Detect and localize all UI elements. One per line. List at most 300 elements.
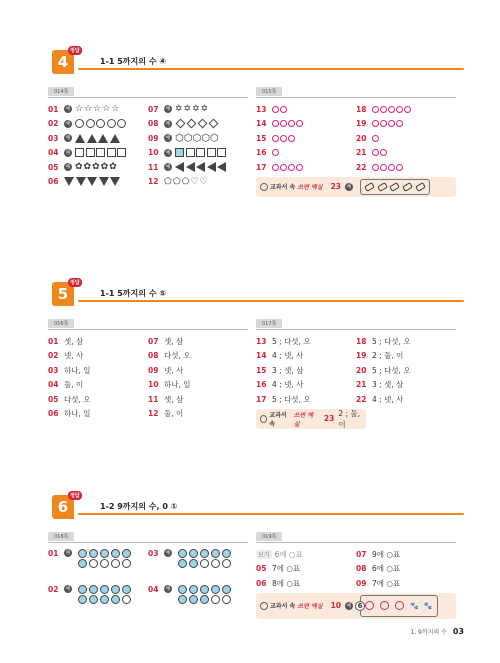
textbook-brand: 쓰면 엑실 [297,184,323,191]
answer-circle [372,106,379,113]
item-number: 02 [48,585,59,594]
section-title: 1-1 5까지의 수 ⑤ [100,289,167,298]
page-number: 03 [452,627,464,636]
circle-shape [117,119,126,128]
triangle-down-shape [64,177,74,186]
item-number: 02 [48,351,59,361]
diamond-shape [176,119,186,129]
square-shape [196,148,205,157]
answer-row [256,160,356,175]
item-number: 07 [148,336,159,346]
circle-filled [200,585,209,594]
item-number: 18 [356,104,367,114]
square-shape [75,148,84,157]
answer-row [148,160,248,175]
circle-empty [211,595,220,604]
answer-row [356,117,456,132]
example-mark: 예 [65,586,71,592]
page-tab: 019쪽 [256,532,282,541]
circle-filled [89,585,98,594]
item-number: 22 [356,162,367,172]
circle-empty [211,559,220,568]
item-number: 08 [148,351,159,361]
answer-row [48,407,148,422]
answer-circle [272,106,279,113]
answer-circle [272,120,279,127]
circle-shape [96,119,105,128]
diamond-shape [198,119,208,129]
answer-circle [272,149,279,156]
square-shape [217,148,226,157]
item-number: 13 [256,336,267,346]
example-mark: 예 [165,149,171,156]
answer-circle [372,120,379,127]
triangle-shape [110,134,120,143]
item-number: 20 [356,365,367,375]
example-mark: 예 [165,550,171,556]
triangle-shape [75,134,85,143]
answer-circle [396,106,403,113]
item-number: 10 [148,148,159,158]
item-number: 11 [148,162,159,172]
square-shape [107,148,116,157]
textbook-label: 교과서 속 [269,411,287,428]
answer-circle [380,120,387,127]
answer-row [356,547,456,562]
answer-row [48,334,148,349]
item-number: 05 [48,162,59,172]
item-number: 03 [148,549,159,558]
item-number: 04 [148,585,159,594]
diamond-shape [187,119,197,129]
item-number: 21 [356,380,367,390]
answer-circle [372,135,379,142]
square-shape [96,148,105,157]
answer-circle [272,164,279,171]
item-number: 16 [256,380,267,390]
answer-circle [380,601,389,610]
section-6 [48,493,464,610]
square-shape [207,148,216,157]
animal-icon: 🐾 [410,601,419,610]
textbook-brand: 쓰면 엑실 [297,603,323,610]
example-mark: 예 [65,164,71,171]
answer-row [48,549,148,581]
circle-filled [189,559,198,568]
answer-row [48,117,148,132]
circle-grid [78,585,132,604]
answer-row [356,392,456,407]
answer-text: 하나, 일 [164,380,191,390]
answer-text: 9에 ○표 [372,549,401,559]
circle-shape [86,119,95,128]
textbook-box [256,593,456,619]
answer-row [48,146,148,161]
circle-empty [200,559,209,568]
answer-text: 하나, 일 [64,409,91,419]
star-shapes: ☆☆☆☆☆ [75,104,121,115]
triangle-down-shape [76,177,86,186]
answer-text: 7에 ○표 [372,578,401,588]
header-rule [78,68,464,70]
item-number: 10 [330,601,341,610]
answer-row [148,102,248,117]
answer-row [148,349,248,364]
triangle-left-shape [175,162,184,172]
right-panel [256,310,456,429]
circle-filled [111,549,120,558]
example-mark: 예 [165,120,171,127]
circle-filled [211,549,220,558]
item-number: 16 [256,148,267,158]
answer-text: 2 ; 둘, 이 [338,408,361,429]
answer-circle [296,164,303,171]
answer-circle [380,106,387,113]
circle-filled [89,549,98,558]
answer-text: 둘, 이 [64,380,84,390]
item-number: 08 [356,564,367,574]
answer-row [48,392,148,407]
answer-row [256,363,356,378]
answer-row [256,334,356,349]
textbook-brand: 쓰면 엑실 [293,411,314,428]
circle-empty [89,559,98,568]
answer-badge: 정답 [70,48,80,54]
answer-row [148,146,248,161]
item-number: 02 [48,119,59,129]
item-number: 19 [356,351,367,361]
triangle-left-shape [207,162,216,172]
circle-filled [189,595,198,604]
circle-filled [78,585,87,594]
circle-filled [222,549,231,558]
answer-row [256,562,356,577]
answer-text: 8에 ○표 [272,578,301,588]
answer-circle [380,164,387,171]
circle-grid [178,549,232,568]
textbook-box [256,409,366,429]
circle-empty [122,595,131,604]
item-number: 14 [256,351,267,361]
circle-grid [78,549,132,568]
answer-text: 2 ; 둘, 이 [372,351,404,361]
answer-row [148,363,248,378]
example-mark: 예 [65,106,71,113]
answer-row [356,131,456,146]
answer-text: 셋, 삼 [164,394,184,404]
answer-row [256,117,356,132]
item-number: 17 [256,162,267,172]
page-tab: 014쪽 [48,87,74,96]
triangle-shape [98,134,108,143]
item-number: 01 [48,104,59,114]
answer-row [48,175,148,190]
circle-filled [78,595,87,604]
circle-filled [189,549,198,558]
answer-row [256,349,356,364]
answer-circle [388,106,395,113]
circle-filled [100,585,109,594]
item-number: 06 [256,578,267,588]
circle-filled [78,549,87,558]
section-header [48,282,464,306]
answer-circle [288,164,295,171]
circle-filled [211,585,220,594]
answer-circle [296,120,303,127]
item-number: 21 [356,148,367,158]
example-mark: 예 [346,183,352,190]
answer-circle [380,149,387,156]
answer-circle [396,164,403,171]
triangle-down-shape [99,177,109,186]
answer-circle [272,135,279,142]
section-header [48,50,464,74]
triangle-shape [87,134,97,143]
square-shape [186,148,195,157]
example-mark: 예 [65,550,71,556]
item-number: 05 [256,564,267,574]
answer-text: 넷, 사 [164,365,184,375]
answer-row [356,102,456,117]
item-number: 13 [256,104,267,114]
circle-filled [111,585,120,594]
item-number: 17 [256,394,267,404]
page-footer [410,627,464,636]
answer-row [356,562,456,577]
circle-filled [178,595,187,604]
answer-row [356,334,456,349]
item-number: 03 [48,365,59,375]
item-number: 12 [148,409,159,419]
answer-row [148,131,248,146]
right-panel [256,523,456,619]
circle-filled [89,595,98,604]
section-4 [48,48,464,191]
answer-circle [280,106,287,113]
circle-filled [111,595,120,604]
answer-text: 3 ; 셋, 삼 [372,380,404,390]
answer-text: 셋, 삼 [64,336,84,346]
count-label: 6 [355,601,365,611]
answer-row [256,576,356,591]
item-number: 20 [356,133,367,143]
item-number: 23 [330,182,341,191]
answer-text: 하나, 일 [64,365,91,375]
item-number: 08 [148,119,159,129]
section-title: 1-1 5까지의 수 ④ [100,57,167,66]
answer-text: 6에 ○표 [372,564,401,574]
example-mark: 예 [165,106,171,113]
triangle-left-shape [196,162,205,172]
answer-row [148,175,248,190]
item-number: 09 [148,133,159,143]
item-number: 22 [356,394,367,404]
candy-icon [415,182,426,192]
item-number: 09 [356,578,367,588]
answer-text: 다섯, 오 [64,394,91,404]
gear-icon [260,415,267,423]
example-mark: 예 [65,149,71,156]
answer-circle [280,164,287,171]
left-panel [48,523,248,617]
candy-icon [364,182,375,192]
answer-badge: 정답 [70,493,80,499]
square-filled-shape [175,148,184,157]
candy-answer-box [360,179,430,195]
answer-text: 5 ; 다섯, 오 [272,394,311,404]
item-number: 19 [356,119,367,129]
answer-circle [365,601,374,610]
answer-text: 4 ; 넷, 사 [272,380,304,390]
page-tab: 015쪽 [256,87,282,96]
answer-text: 4 ; 넷, 사 [272,351,304,361]
animal-answer-box [357,595,438,617]
candy-icon [377,182,388,192]
flower-shapes: ✿✿✿✿✿ [75,162,118,173]
example-mark: 예 [346,602,352,609]
gear-icon [260,602,268,610]
example-row [256,547,356,562]
answer-circle [288,120,295,127]
page-tab: 017쪽 [256,319,282,328]
answer-circle [280,135,287,142]
section-number: 6 [52,495,74,519]
answer-row [256,146,356,161]
triangle-left-shape [186,162,195,172]
circle-filled [100,595,109,604]
circle-empty [222,559,231,568]
answer-circle [372,149,379,156]
left-panel [48,78,248,189]
gear-icon [260,183,268,191]
item-number: 06 [48,409,59,419]
candy-icon [402,182,413,192]
answer-row [356,146,456,161]
answer-row [48,349,148,364]
item-number: 06 [48,177,59,187]
square-shape [86,148,95,157]
circle-filled [200,595,209,604]
item-number: 11 [148,394,159,404]
item-number: 07 [356,549,367,559]
answer-text: 둘, 이 [164,409,184,419]
example-text: 6에 ○표 [274,549,303,559]
circle-filled [78,559,87,568]
answer-row [48,363,148,378]
item-number: 15 [256,365,267,375]
section-number: 4 [52,50,74,74]
left-panel [48,310,248,421]
example-mark: 예 [65,135,71,142]
circle-filled [178,549,187,558]
answer-text: 5 ; 다섯, 오 [372,336,411,346]
circle-filled [189,585,198,594]
answer-circle [280,120,287,127]
right-panel [256,78,456,197]
example-mark: 예 [65,120,71,127]
circle-filled [200,549,209,558]
answer-circle [372,164,379,171]
answer-row [48,378,148,393]
answer-text: 다섯, 오 [164,351,191,361]
item-number: 04 [48,148,59,158]
triangle-down-shape [110,177,120,186]
answer-circle [388,120,395,127]
answer-row [148,407,248,422]
answer-text: 셋, 삼 [164,336,184,346]
answer-row [356,160,456,175]
answer-circle [404,106,411,113]
triangle-down-shape [87,177,97,186]
section-header [48,495,464,519]
example-mark: 예 [165,135,171,142]
item-number: 09 [148,365,159,375]
circle-filled [100,549,109,558]
textbook-label: 교과서 속 [270,184,296,191]
answer-circle [388,164,395,171]
answer-text: 4 ; 넷, 사 [372,394,404,404]
answer-text: 넷, 사 [64,351,84,361]
circle-empty [222,595,231,604]
circle-grid [178,585,232,604]
section-title: 1-2 9까지의 수, 0 ① [100,502,178,511]
item-number: 10 [148,380,159,390]
circle-filled [122,585,131,594]
answer-row [148,378,248,393]
answer-circle [288,135,295,142]
circle-shape [75,119,84,128]
circle-shape [107,119,116,128]
answer-row [356,349,456,364]
section-5 [48,280,464,429]
diamond-shape [209,119,219,129]
item-number: 12 [148,177,159,187]
page-tab: 018쪽 [48,532,74,541]
hexagon-shapes: ⬡⬡⬡⬡⬡ [175,132,219,144]
circle-filled [178,559,187,568]
candy-icon [390,182,401,192]
item-number: 23 [323,414,335,423]
example-mark: 예 [165,164,171,171]
textbook-box [256,177,456,197]
answer-circle [396,120,403,127]
square-shape [117,148,126,157]
answer-text: 7에 ○표 [272,564,301,574]
item-number: 14 [256,119,267,129]
example-label: 보기 [258,551,270,559]
item-number: 05 [48,394,59,404]
answer-row [148,334,248,349]
circle-empty [122,559,131,568]
circle-empty [100,559,109,568]
answer-text: 3 ; 셋, 삼 [272,365,304,375]
answer-row [48,585,148,617]
answer-row [256,102,356,117]
animal-icon: 🐾 [423,601,433,610]
item-number: 01 [48,336,59,346]
answer-row [256,131,356,146]
item-number: 18 [356,336,367,346]
item-number: 15 [256,133,267,143]
answer-text: 5 ; 다섯, 오 [372,365,411,375]
answer-row [356,363,456,378]
example-mark: 예 [165,586,171,592]
item-number: 07 [148,104,159,114]
answer-row [148,392,248,407]
answer-badge: 정답 [70,280,80,286]
answer-row [256,392,356,407]
answer-row [356,378,456,393]
